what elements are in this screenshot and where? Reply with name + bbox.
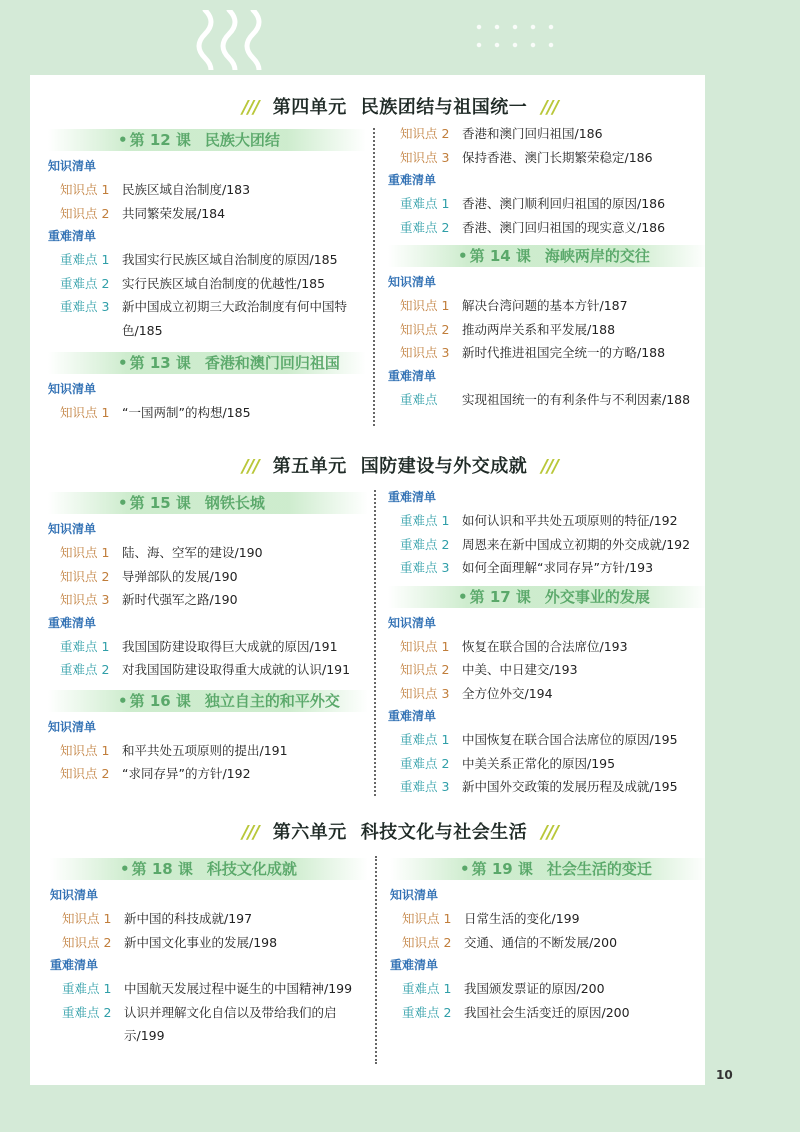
list-item: 知识点 2 香港和澳门回归祖国/186: [400, 126, 603, 141]
list-item: 知识点 2 新中国文化事业的发展/198: [62, 934, 278, 950]
wave-decoration-icon: [195, 10, 285, 70]
list-item: 重难点 2 中美关系正常化的原因/195: [400, 755, 616, 771]
dot-pattern-decoration: [470, 18, 560, 58]
lesson-14-header: • 第 14 课 海峡两岸的交往: [388, 245, 708, 267]
list-item: 知识点 3 保持香港、澳门长期繁荣稳定/186: [400, 149, 653, 165]
category-label: 重难清单: [48, 615, 97, 630]
category-label: 重难清单: [50, 958, 99, 972]
list-item: 知识点 1 和平共处五项原则的提出/191: [60, 742, 288, 758]
list-item: 知识点 1 “一国两制”的构想/185: [60, 405, 251, 420]
list-item: 知识点 3 全方位外交/194: [400, 685, 553, 701]
category-label: 知识清单: [48, 159, 97, 173]
list-item: 重难点 1 如何认识和平共处五项原则的特征/192: [400, 513, 678, 528]
list-item: 重难点 2 对我国国防建设取得重大成就的认识/191: [60, 662, 351, 677]
category-label: 重难清单: [388, 173, 437, 187]
category-label: 重难清单: [388, 490, 437, 504]
list-item: 重难点 1 香港、澳门顺利回归祖国的原因/186: [400, 196, 666, 211]
lesson-17-header: • 第 17 课 外交事业的发展: [388, 586, 708, 608]
unit-5-left-column: [48, 486, 368, 786]
list-item: 知识点 1 新中国的科技成就/197: [62, 911, 253, 926]
category-label: 知识清单: [388, 615, 437, 630]
list-item: 知识点 2 推动两岸关系和平发展/188: [400, 321, 616, 337]
unit-6-heading: /// 第六单元 科技文化与社会生活 ///: [242, 822, 558, 843]
category-label: 知识清单: [390, 888, 439, 902]
list-item: 知识点 3 新时代推进祖国完全统一的方略/188: [400, 345, 666, 360]
list-item: 知识点 2 导弹部队的发展/190: [60, 568, 238, 584]
list-item: 知识点 1 民族区域自治制度/183: [60, 182, 251, 197]
unit-4-heading: /// 第四单元 民族团结与祖国统一 ///: [242, 97, 558, 118]
list-item: 知识点 3 新时代强军之路/190: [60, 592, 238, 607]
lesson-13-header: • 第 13 课 香港和澳门回归祖国: [48, 352, 366, 374]
category-label: 知识清单: [48, 719, 97, 734]
lesson-15-header: • 第 15 课 钢铁长城: [48, 492, 368, 514]
list-item: 重难点 3 新中国成立初期三大政治制度有何中国特色/185: [60, 299, 348, 338]
category-label: 知识清单: [48, 382, 97, 396]
list-item: 知识点 1 陆、海、空军的建设/190: [60, 545, 263, 560]
unit-4-left-column: [48, 123, 366, 425]
list-item: 重难点 2 实行民族区域自治制度的优越性/185: [60, 275, 326, 291]
lesson-18-header: • 第 18 课 科技文化成就: [50, 858, 368, 880]
list-item: 重难点 2 香港、澳门回归祖国的现实意义/186: [400, 219, 666, 235]
lesson-12-header: • 第 12 课 民族大团结: [48, 129, 366, 151]
category-label: 知识清单: [388, 275, 437, 289]
category-label: 知识清单: [50, 888, 99, 902]
list-item: 重难点 实现祖国统一的有利条件与不利因素/188: [400, 391, 691, 407]
list-item: 知识点 1 日常生活的变化/199: [402, 911, 580, 926]
category-label: 重难清单: [390, 958, 439, 972]
unit-6-left-column: [50, 852, 368, 1048]
unit-6-right-column: [390, 852, 708, 1024]
category-label: 重难清单: [388, 368, 437, 383]
list-item: 重难点 2 我国社会生活变迁的原因/200: [402, 1004, 630, 1020]
lesson-19-header: • 第 19 课 社会生活的变迁: [390, 858, 708, 880]
category-label: 重难清单: [388, 709, 437, 723]
page-number: 10: [716, 1068, 733, 1082]
list-item: 知识点 2 中美、中日建交/193: [400, 662, 578, 677]
list-item: 知识点 2 共同繁荣发展/184: [60, 205, 226, 221]
unit-5-right-column: [388, 486, 708, 799]
list-item: 重难点 2 认识并理解文化自信以及带给我们的启示/199: [62, 1004, 337, 1043]
category-label: 重难清单: [48, 229, 97, 243]
list-item: 重难点 3 如何全面理解“求同存异”方针/193: [400, 560, 654, 575]
list-item: 知识点 2 交通、通信的不断发展/200: [402, 934, 618, 950]
unit-4-right-column: [388, 122, 708, 411]
list-item: 重难点 1 我国实行民族区域自治制度的原因/185: [60, 252, 338, 267]
list-item: 重难点 3 新中国外交政策的发展历程及成就/195: [400, 779, 678, 794]
column-divider: [374, 490, 376, 796]
lesson-16-header: • 第 16 课 独立自主的和平外交: [48, 690, 368, 712]
list-item: 重难点 1 我国国防建设取得巨大成就的原因/191: [60, 638, 338, 654]
column-divider: [373, 128, 375, 426]
list-item: 重难点 2 周恩来在新中国成立初期的外交成就/192: [400, 536, 691, 552]
list-item: 知识点 1 恢复在联合国的合法席位/193: [400, 638, 628, 654]
list-item: 知识点 1 解决台湾问题的基本方针/187: [400, 298, 628, 313]
column-divider: [375, 856, 377, 1064]
list-item: 重难点 1 中国航天发展过程中诞生的中国精神/199: [62, 981, 353, 996]
category-label: 知识清单: [48, 522, 97, 536]
list-item: 重难点 1 我国颁发票证的原因/200: [402, 981, 605, 996]
list-item: 知识点 2 “求同存异”的方针/192: [60, 766, 251, 781]
unit-5-heading: /// 第五单元 国防建设与外交成就 ///: [242, 456, 558, 477]
list-item: 重难点 1 中国恢复在联合国合法席位的原因/195: [400, 732, 678, 747]
